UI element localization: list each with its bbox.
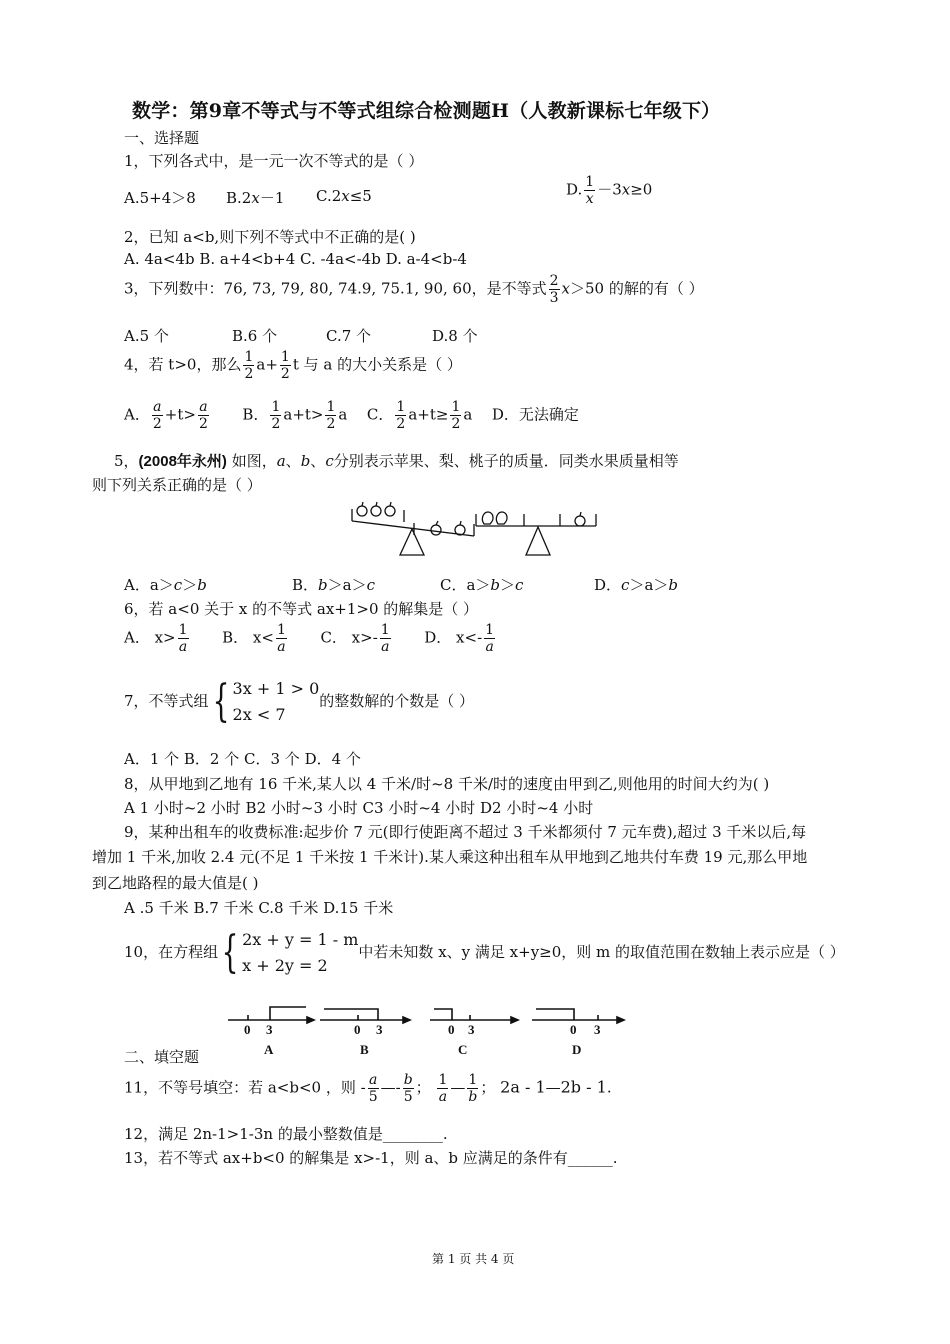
q9-options: A .5 千米 B.7 千米 C.8 千米 D.15 千米 [124, 899, 394, 917]
q1-option-a: A.5+4＞8 [124, 189, 196, 207]
nl-d-label: D [572, 1042, 582, 1057]
nl-a-label: A [264, 1042, 274, 1057]
nl-b-zero: 0 [354, 1022, 361, 1037]
q7-eq2: 2x < 7 [232, 705, 286, 724]
q4-options: A． $\frac{a}{2}$ +t> $\frac{a}{2}$ B． $\frac{1}{2}$ a+t> $\frac{1}{2}$ a C． $\frac{1}{2}$ a+t≥ $\frac{1}{2}$ a D．无法确定 [124, 399, 579, 433]
q9-line3: 到乙地路程的最大值是( ) [92, 874, 259, 892]
q7-stem: 7，不等式组{ 3x + 1 > 0 2x < 7 的整数解的个数是（ ） [124, 676, 475, 727]
q5-stem: 5，(2008年永州) 如图，a、b、c分别表示苹果、梨、桃子的质量．同类水果质量相等 [114, 452, 679, 470]
section-fill: 二、填空题 [124, 1048, 200, 1066]
nl-c-zero: 0 [448, 1022, 455, 1037]
nl-a-zero: 0 [244, 1022, 251, 1037]
nl-b-three: 3 [376, 1022, 383, 1037]
q10-eq2: x + 2y = 2 [242, 956, 328, 975]
q3-option-a: A.5 个 [124, 327, 169, 345]
balance-figure [348, 496, 604, 562]
q1-option-c: C.2x≤5 [316, 187, 372, 205]
q2-stem: 2，已知 a<b,则下列不等式中不正确的是( ) [124, 228, 416, 246]
nl-c-label: C [458, 1042, 468, 1057]
q10-stem: 10，在方程组{ 2x + y = 1 - m x + 2y = 2 中若未知数 x、y 满足 x+y≥0，则 m 的取值范围在数轴上表示应是（ ） [124, 927, 845, 978]
q3-option-d: D.8 个 [432, 327, 478, 345]
page-footer: 第 1 页 共 4 页 [432, 1252, 515, 1266]
q4-stem: 4，若 t>0，那么 $\frac{1}{2}$ a+ $\frac{1}{2}$ t 与 a 的大小关系是（ ） [124, 349, 462, 383]
page-title: 数学：第9章不等式与不等式组综合检测题H（人教新课标七年级下） [132, 100, 721, 122]
q3-option-c: C.7 个 [326, 327, 372, 345]
q7-eq1: 3x + 1 > 0 [232, 679, 320, 698]
nl-b-label: B [360, 1042, 369, 1057]
q7-options: A．1 个 B．2 个 C．3 个 D．4 个 [124, 750, 361, 768]
q1-option-b: B.2x－1 [226, 189, 285, 207]
q9-line2: 增加 1 千米,加收 2.4 元(不足 1 千米按 1 千米计).某人乘这种出租车从甲地到乙地共付车费 19 元,那么甲地 [92, 848, 808, 866]
q2-options: A. 4a<4b B. a+4<b+4 C. -4a<-4b D. a-4<b-4 [124, 250, 467, 268]
q8-options: A 1 小时~2 小时 B2 小时~3 小时 C3 小时~4 小时 D2 小时~4 小时 [124, 799, 594, 817]
q5-option-c: C．a＞b＞c [440, 576, 524, 594]
section-choice: 一、选择题 [124, 129, 200, 147]
q5-option-d: D．c＞a＞b [594, 576, 678, 594]
q6-options: A． x> $\frac{1}{a}$ B． x< $\frac{1}{a}$ C． x>- $\frac{1}{a}$ D． x<- $\frac{1}{a}$ [124, 622, 495, 656]
q5-option-a: A．a＞c＞b [124, 576, 207, 594]
number-line-options [226, 1002, 630, 1058]
q3-option-b: B.6 个 [232, 327, 278, 345]
q9-line1: 9，某种出租车的收费标准:起步价 7 元(即行使距离不超过 3 千米都须付 7 元车费),超过 3 千米以后,每 [124, 823, 807, 841]
q10-eq1: 2x + y = 1 - m [242, 930, 359, 949]
q5-stem-line2: 则下列关系正确的是（ ） [92, 476, 262, 494]
q1-option-d: D. $\frac{1}{x}$ －3x≥0 [566, 174, 653, 208]
q5-option-b: B．b＞a＞c [292, 576, 375, 594]
nl-a-three: 3 [266, 1022, 273, 1037]
q8-stem: 8，从甲地到乙地有 16 千米,某人以 4 千米/时~8 千米/时的速度由甲到乙,则他用的时间大约为( ) [124, 775, 770, 793]
q3-stem: 3，下列数中：76, 73, 79, 80, 74.9, 75.1, 90, 60，是不等式 $\frac{2}{3}$ x＞50 的解的有（ ） [124, 273, 704, 307]
q12-stem: 12，满足 2n-1>1-3n 的最小整数值是________. [124, 1125, 448, 1143]
q11-stem: 11，不等号填空：若 a<b<0 ，则 - $\frac{a}{5}$ —- $\frac{b}{5}$ ； $\frac{1}{a}$ — $\frac{1}{b}$ ； 2a - 1—2b - 1. [124, 1072, 612, 1106]
nl-d-zero: 0 [570, 1022, 577, 1037]
q13-stem: 13，若不等式 ax+b<0 的解集是 x>-1，则 a、b 应满足的条件有______. [124, 1149, 618, 1167]
q6-stem: 6，若 a<0 关于 x 的不等式 ax+1>0 的解集是（ ） [124, 600, 479, 618]
nl-c-three: 3 [468, 1022, 475, 1037]
nl-d-three: 3 [594, 1022, 601, 1037]
q1-stem: 1，下列各式中，是一元一次不等式的是（ ） [124, 152, 424, 170]
